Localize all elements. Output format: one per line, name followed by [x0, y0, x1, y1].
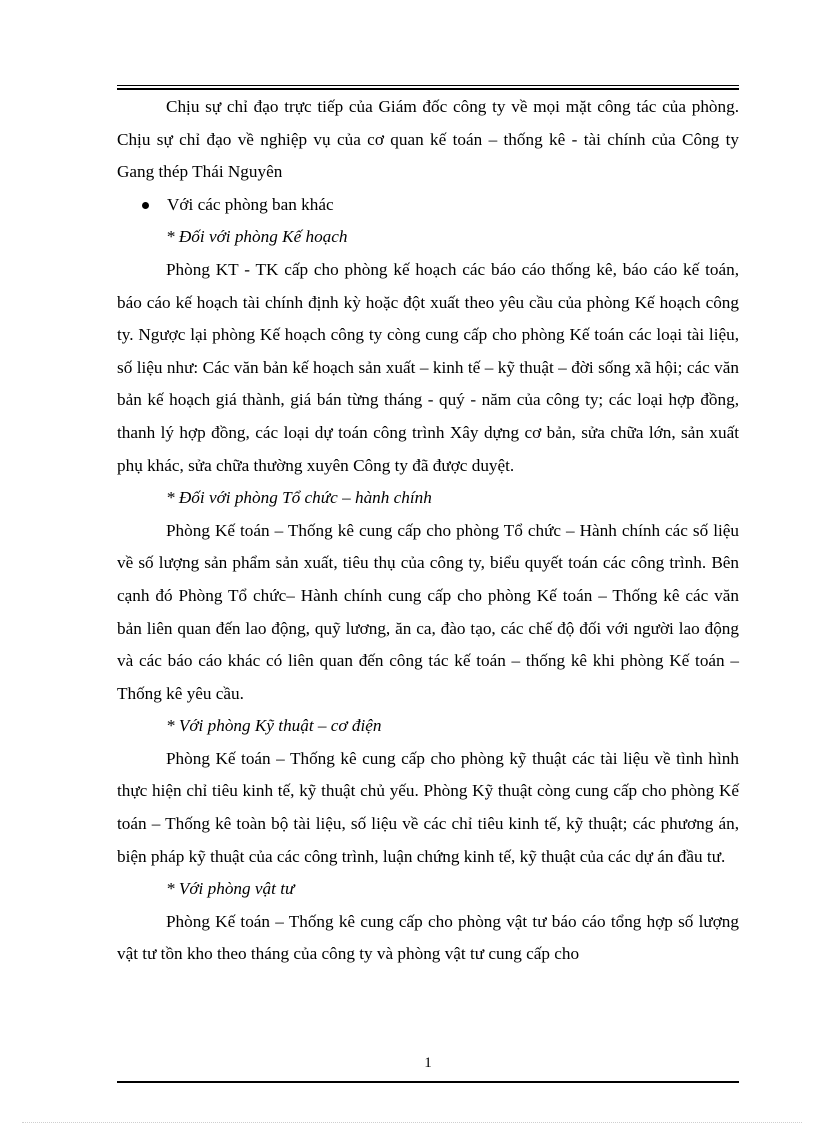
page-body: [117, 91, 739, 971]
section-subheading: * Với phòng vật tư: [166, 879, 295, 899]
page-number: 1: [424, 1055, 432, 1071]
paragraph: Phòng Kế toán – Thống kê cung cấp cho phòng Tổ chức – Hành chính các số liệu về số lượng sản phẩm sản xuất, tiêu thụ của công ty, biểu quyết toán các công trình. Bên cạnh đó Phòng Tổ chức– Hành chính cung cấp cho phòng Kế toán – Thống kê các văn bản liên quan đến lao động, quỹ lương, ăn ca, đào tạo, các chế độ đối với người lao động và các báo cáo khác có liên quan đến công tác kế toán – thống kê khi phòng Kế toán – Thống kê yêu cầu.: [117, 520, 739, 703]
paragraph: Phòng Kế toán – Thống kê cung cấp cho phòng vật tư báo cáo tổng hợp số lượng vật tư tồn kho theo tháng của công ty và phòng vật tư cung cấp cho: [117, 911, 739, 964]
paragraph: Phòng KT - TK cấp cho phòng kế hoạch các báo cáo thống kê, báo cáo kế toán, báo cáo kế hoạch tài chính định kỳ hoặc đột xuất theo yêu cầu của phòng Kế hoạch công ty. Ngược lại phòng Kế hoạch công ty còng cung cấp cho phòng Kế toán các loại tài liệu, số liệu như: Các văn bản kế hoạch sản xuất – kinh tế – kỹ thuật – đời sống xã hội; các văn bản kế hoạch giá thành, giá bán từng tháng - quý - năm của công ty; các loại hợp đồng, thanh lý hợp đồng, các loại dự toán công trình Xây dựng cơ bản, sửa chữa lớn, sản xuất phụ khác, sửa chữa thường xuyên Công ty đã được duyệt.: [117, 259, 739, 475]
section-subheading: * Đối với phòng Tổ chức – hành chính: [166, 488, 432, 508]
bullet-icon: [142, 202, 149, 209]
section-subheading: * Đối với phòng Kế hoạch: [166, 227, 348, 247]
section-subheading: * Với phòng Kỹ thuật – cơ điện: [166, 716, 382, 736]
paragraph: Phòng Kế toán – Thống kê cung cấp cho phòng kỹ thuật các tài liệu về tình hình thực hiện chỉ tiêu kinh tế, kỹ thuật chủ yếu. Phòng Kỹ thuật còng cung cấp cho phòng Kế toán – Thống kê toàn bộ tài liệu, số liệu về các chỉ tiêu kinh tế, kỹ thuật; các phương án, biện pháp kỹ thuật của các công trình, luận chứng kinh tế, kỹ thuật của các dự án đầu tư.: [117, 748, 739, 866]
paragraph: Chịu sự chỉ đạo trực tiếp của Giám đốc công ty về mọi mặt công tác của phòng. Chịu sự chỉ đạo về nghiệp vụ của cơ quan kế toán – thống kê - tài chính của Công ty Gang thép Thái Nguyên: [117, 97, 739, 182]
footer-rule: [117, 1081, 739, 1083]
bullet-text: Với các phòng ban khác: [167, 194, 334, 214]
header-rule: [117, 85, 739, 90]
bullet-item: [117, 189, 739, 222]
